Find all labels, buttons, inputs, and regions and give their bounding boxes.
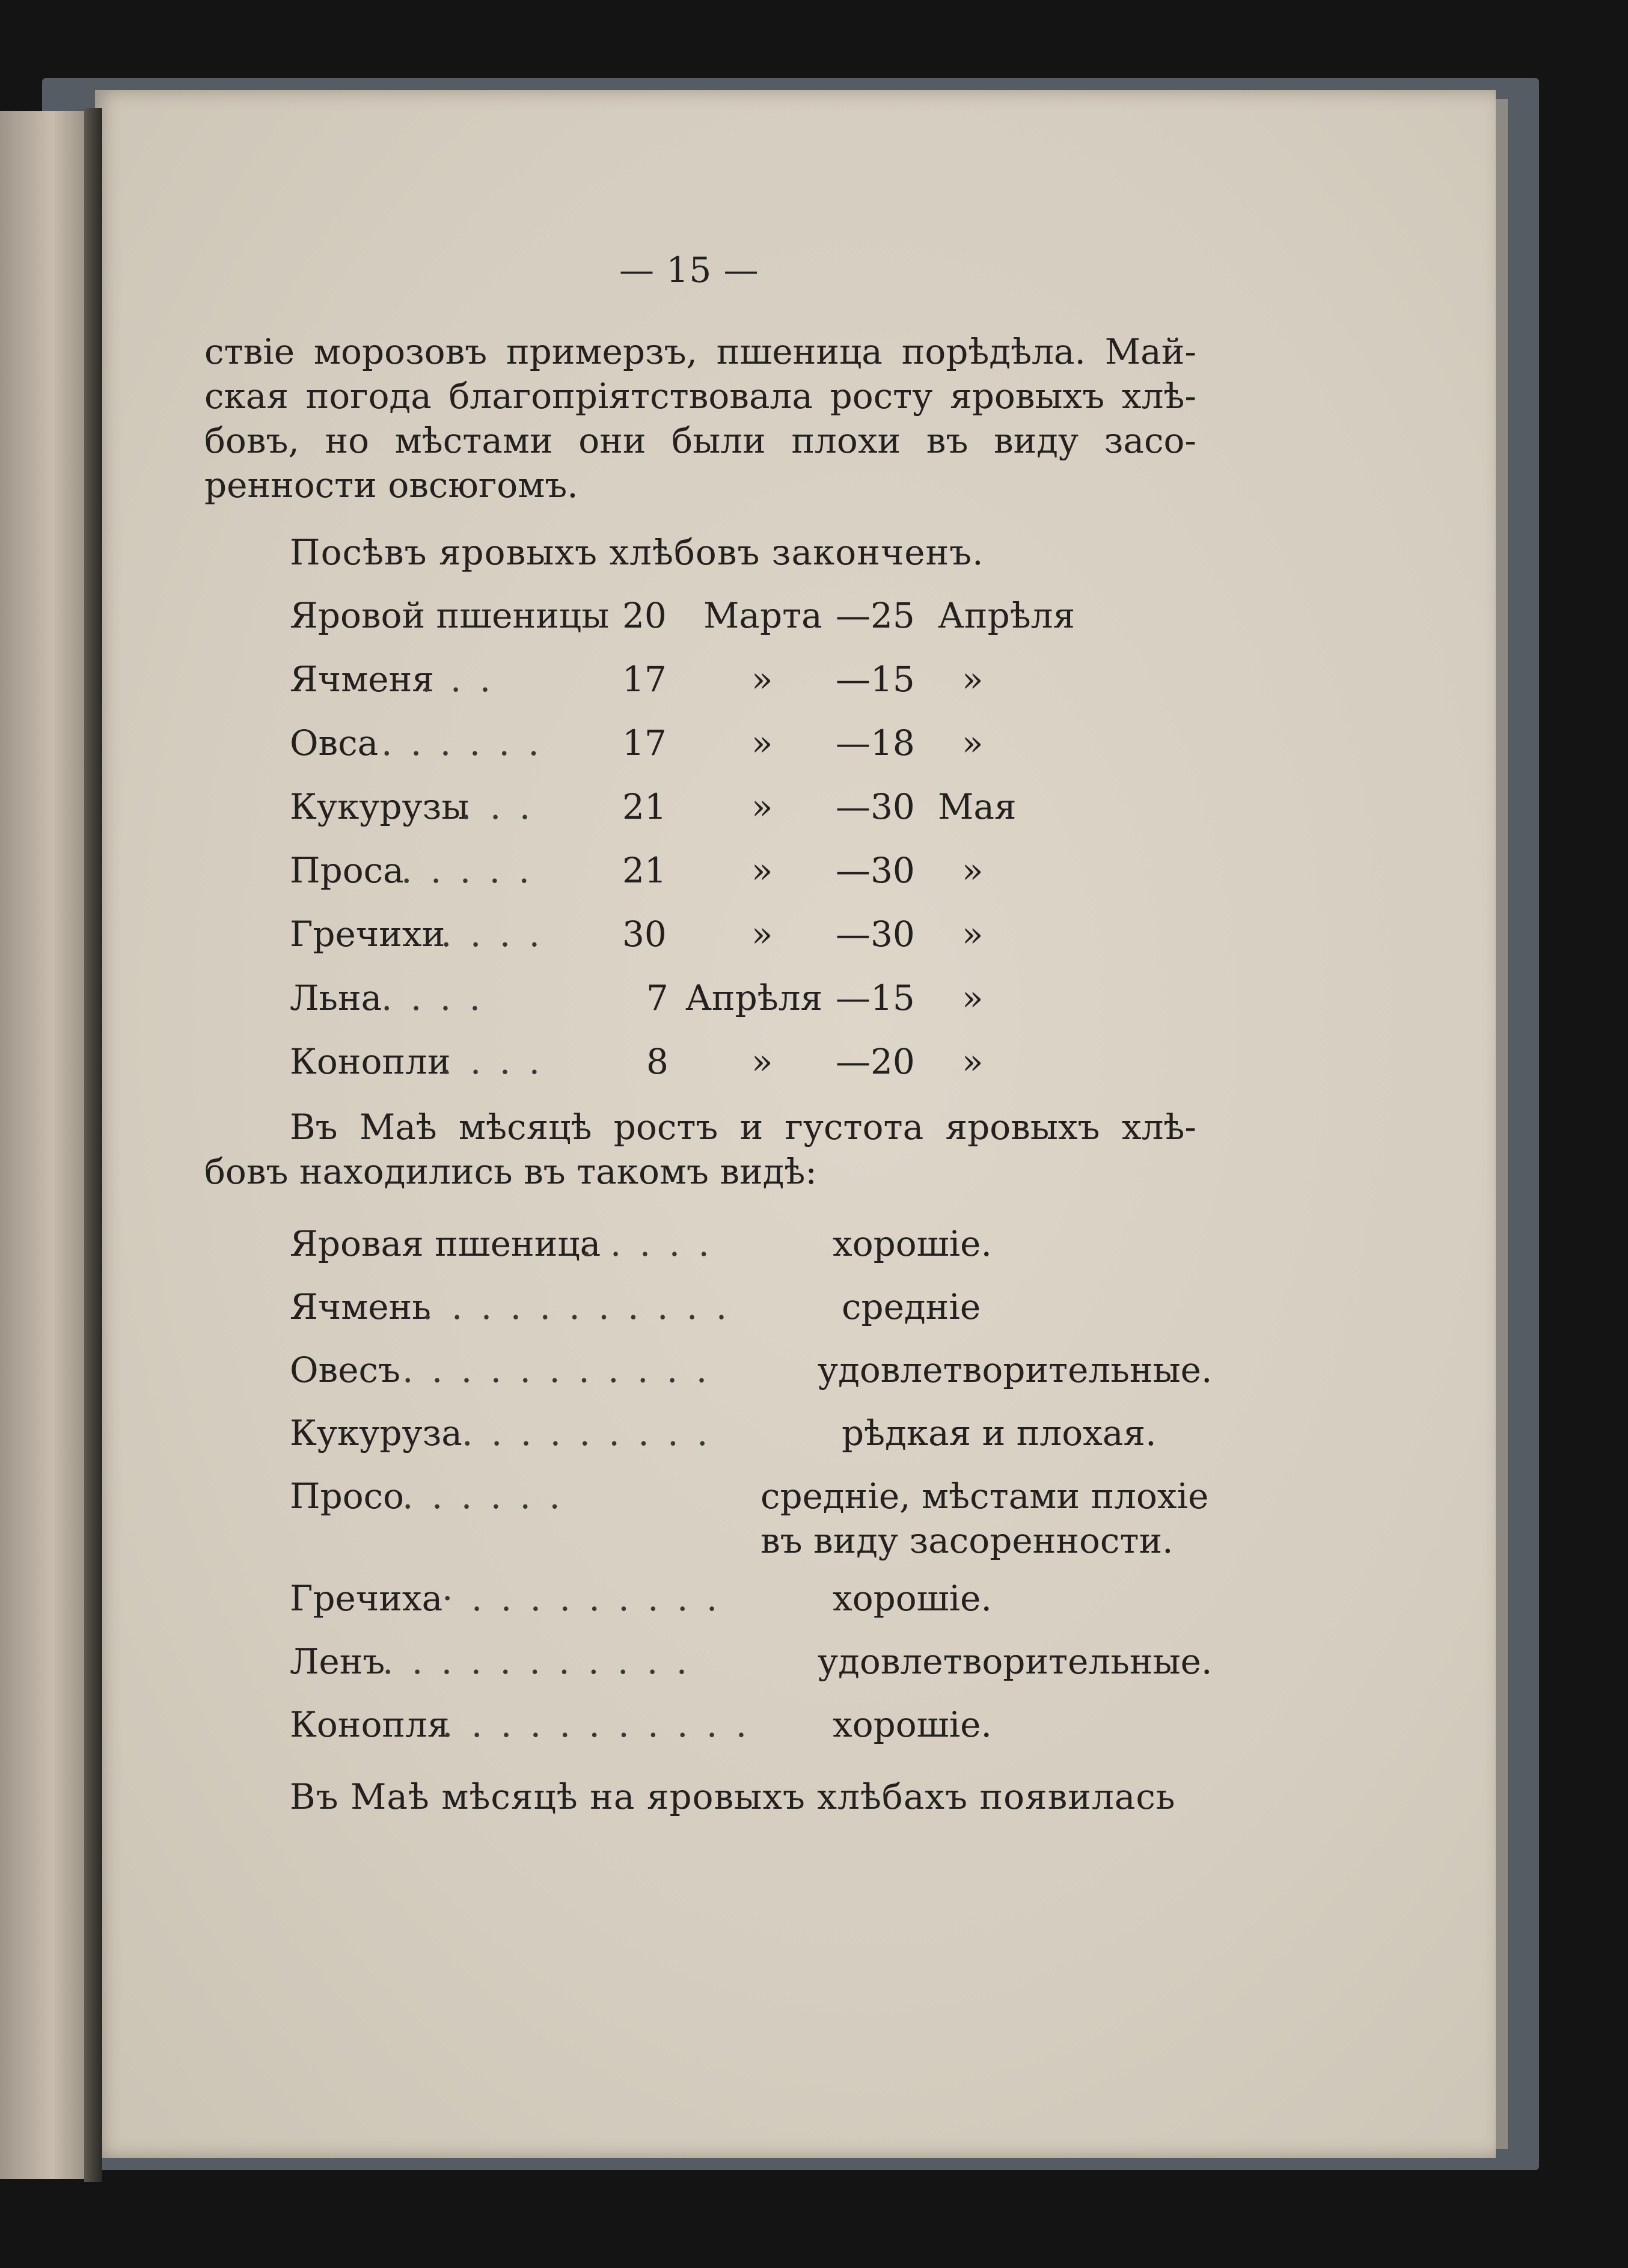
- paragraph-line: ренности овсюгомъ.: [204, 465, 578, 506]
- leader-dots: . . . .: [441, 914, 544, 955]
- paragraph-line: ствіе морозовъ примерзъ, пшеница порѣдѣла. Май-: [204, 331, 1196, 372]
- leader-dots: . . . .: [441, 1041, 544, 1082]
- end-month: »: [962, 914, 984, 955]
- crop-name: Ячмень: [290, 1286, 431, 1327]
- start-day: 21: [622, 850, 667, 891]
- crop-name: Яровая пшеница: [290, 1223, 601, 1264]
- condition-status: удовлетворительные.: [818, 1349, 1213, 1390]
- start-day: 21: [622, 786, 667, 827]
- start-day: 17: [622, 659, 667, 700]
- start-month: »: [751, 914, 773, 955]
- intro-paragraph: [204, 329, 1196, 507]
- crop-name: Яровой пшеницы: [290, 595, 610, 636]
- crop-name: Овесъ: [290, 1349, 400, 1390]
- end-day: —30: [836, 850, 915, 891]
- start-month: Апрѣля: [685, 977, 823, 1018]
- leader-dots: . . . .: [381, 977, 485, 1018]
- start-day: 7: [646, 977, 669, 1018]
- condition-status-cont: въ виду засоренности.: [760, 1520, 1174, 1561]
- leader-dots: . . .: [421, 659, 495, 700]
- condition-status: хорошіе.: [833, 1223, 992, 1264]
- end-day: —20: [836, 1041, 915, 1082]
- start-month: »: [751, 786, 773, 827]
- book-gutter: [84, 108, 102, 2182]
- sowing-heading: Посѣвъ яровыхъ хлѣбовъ законченъ.: [290, 532, 984, 573]
- end-month: »: [962, 1041, 984, 1082]
- leader-dots: . . . . . . . . .: [462, 1413, 712, 1453]
- crop-name: Ленъ: [290, 1641, 385, 1682]
- condition-status: средніе: [842, 1286, 981, 1327]
- leader-dots: · . . . . . . . . .: [442, 1578, 721, 1619]
- crop-name: Овса: [290, 723, 379, 763]
- leader-dots: . . . . . . . . . . .: [382, 1641, 691, 1682]
- crop-name: Конопля: [290, 1704, 450, 1745]
- leader-dots: . . .: [461, 786, 534, 827]
- start-day: 30: [622, 914, 667, 955]
- end-month: »: [962, 977, 984, 1018]
- crop-name: Кукурузы: [290, 786, 470, 827]
- end-month: »: [962, 850, 984, 891]
- condition-paragraph-rest: [204, 1149, 1196, 1194]
- end-month: Апрѣля: [938, 595, 1076, 636]
- crop-name: Кукуруза: [290, 1413, 462, 1453]
- paragraph-line: Въ Маѣ мѣсяцѣ ростъ и густота яровыхъ хлѣ-: [290, 1107, 1196, 1148]
- end-day: —25: [836, 595, 915, 636]
- crop-name: Проса: [290, 850, 404, 891]
- start-month: »: [751, 723, 773, 763]
- closing-line: Въ Маѣ мѣсяцѣ на яровыхъ хлѣбахъ появилась: [290, 1776, 1176, 1817]
- end-day: —15: [836, 659, 915, 700]
- start-day: 8: [646, 1041, 669, 1082]
- leader-dots: . . . . . . . . . . .: [442, 1704, 751, 1745]
- end-day: —15: [836, 977, 915, 1018]
- start-day: 20: [622, 595, 667, 636]
- end-month: Мая: [938, 786, 1017, 827]
- crop-name: Льна: [290, 977, 382, 1018]
- crop-name: Гречихи: [290, 914, 445, 955]
- leader-dots: . . . . .: [581, 1223, 713, 1264]
- condition-status: рѣдкая и плохая.: [842, 1413, 1157, 1453]
- end-day: —18: [836, 723, 915, 763]
- leader-dots: . . . . . . . . . . .: [422, 1286, 731, 1327]
- start-day: 17: [622, 723, 667, 763]
- start-month: »: [751, 1041, 773, 1082]
- condition-status: хорошіе.: [833, 1578, 992, 1619]
- start-month: Марта: [703, 595, 822, 636]
- end-month: »: [962, 659, 984, 700]
- leader-dots: . . . . . .: [381, 723, 543, 763]
- leader-dots: . . . . . .: [402, 1476, 564, 1517]
- end-day: —30: [836, 914, 915, 955]
- page-number: — 15 —: [619, 249, 759, 290]
- left-page-edge: [0, 111, 95, 2179]
- start-month: »: [751, 659, 773, 700]
- crop-name: Просо: [290, 1476, 405, 1517]
- leader-dots: . . . . .: [401, 850, 533, 891]
- paragraph-line: ская погода благопріятствовала росту яровыхъ хлѣ-: [204, 376, 1196, 417]
- paragraph-line: бовъ находились въ такомъ видѣ:: [204, 1151, 817, 1192]
- condition-status: удовлетворительные.: [818, 1641, 1213, 1682]
- leader-dots: . . . . . . . . . . .: [402, 1349, 711, 1390]
- crop-name: Ячменя: [290, 659, 434, 700]
- condition-paragraph-first: [290, 1105, 1196, 1149]
- condition-status: средніе, мѣстами плохіе: [760, 1476, 1209, 1517]
- end-month: »: [962, 723, 984, 763]
- end-day: —30: [836, 786, 915, 827]
- condition-status: хорошіе.: [833, 1704, 992, 1745]
- paragraph-line: бовъ, но мѣстами они были плохи въ виду засо-: [204, 420, 1196, 461]
- start-month: »: [751, 850, 773, 891]
- page-edge: [1496, 99, 1508, 2149]
- crop-name: Гречиха: [290, 1578, 443, 1619]
- crop-name: Конопли: [290, 1041, 451, 1082]
